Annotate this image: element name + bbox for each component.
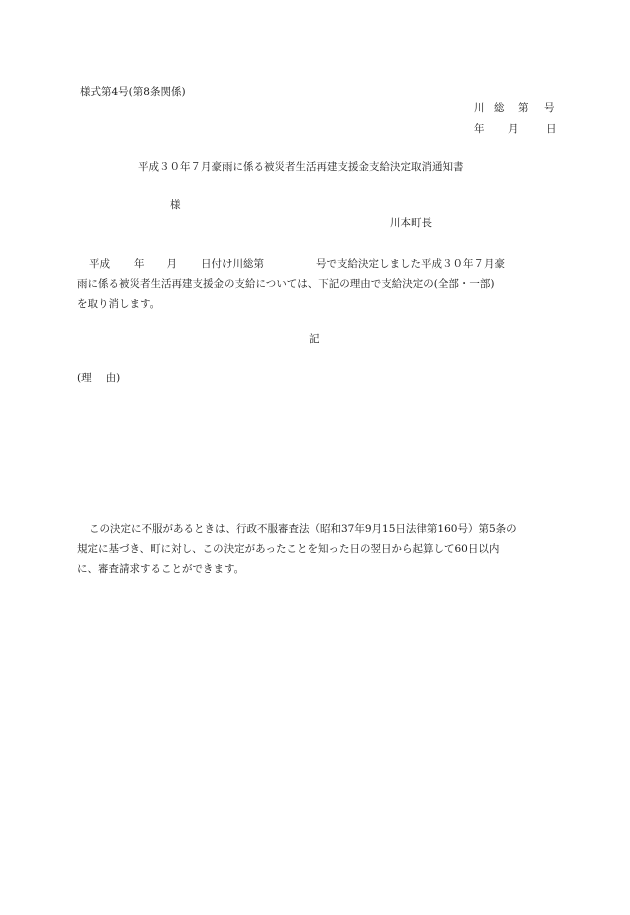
date-year: 年 [474,123,485,135]
issuer: 川本町長 [390,217,432,229]
reference-number [474,103,556,114]
reason-heading [77,373,120,384]
reason-close: 由) [105,372,121,384]
notice-body-line-3: を取り消します。 [77,298,161,310]
body-era: 平成 [89,258,110,270]
issue-date [474,124,558,135]
ki-heading: 記 [309,333,320,345]
notice-body-line-2: 雨に係る被災者生活再建支援金の支給については、下記の理由で支給決定の(全部・一部) [77,278,495,290]
document-title: 平成３０年７月豪雨に係る被災者生活再建支援金支給決定取消通知書 [138,161,464,173]
appeal-line-1-text: この決定に不服があるときは、行政不服審査法（昭和37年9月15日法律第160号）第5条の [89,523,517,535]
appeal-line-1 [77,519,557,539]
form-number: 様式第4号(第8条関係) [80,86,186,98]
reference-char-kawa: 川 [474,102,485,114]
notice-body-line-1 [77,254,555,274]
date-month: 月 [508,123,519,135]
reference-char-dai: 第 [518,102,529,114]
appeal-notice [77,519,557,579]
appeal-line-2: 規定に基づき、町に対し、この決定があったことを知った日の翌日から起算して60日以内 [77,543,500,555]
reference-char-gou: 号 [544,102,555,114]
date-day: 日 [546,123,557,135]
body-dated-ref: 日付け川総第 [201,258,264,270]
body-line1-rest: 号で支給決定しました平成３０年７月豪 [316,258,505,270]
body-year: 年 [134,258,145,270]
body-month: 月 [166,258,177,270]
appeal-line-3: に、審査請求することができます。 [77,563,245,575]
reference-char-sou: 総 [494,102,505,114]
notice-body [77,254,555,314]
addressee-suffix: 様 [170,199,181,211]
reason-open: (理 [77,372,92,384]
